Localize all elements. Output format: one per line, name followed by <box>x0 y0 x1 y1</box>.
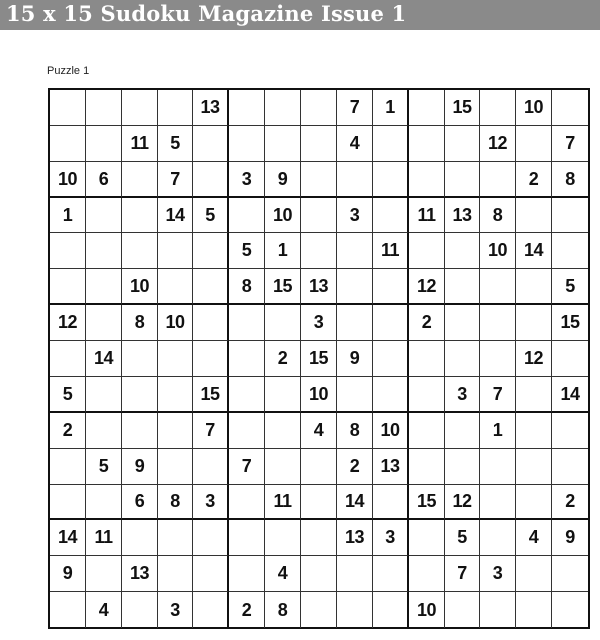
grid-cell[interactable] <box>86 485 122 520</box>
grid-cell[interactable]: 3 <box>337 198 373 233</box>
grid-cell[interactable]: 5 <box>86 449 122 485</box>
grid-cell[interactable]: 1 <box>373 90 409 126</box>
grid-cell[interactable]: 10 <box>373 413 409 449</box>
grid-cell[interactable] <box>373 377 409 413</box>
grid-cell[interactable] <box>229 90 265 126</box>
grid-cell[interactable]: 8 <box>480 198 516 233</box>
grid-cell[interactable]: 8 <box>229 269 265 305</box>
grid-cell[interactable]: 8 <box>265 592 301 628</box>
grid-cell[interactable] <box>265 126 301 162</box>
grid-cell[interactable]: 9 <box>265 162 301 198</box>
grid-cell[interactable]: 11 <box>86 520 122 556</box>
grid-cell[interactable] <box>158 269 193 305</box>
grid-cell[interactable]: 8 <box>158 485 193 520</box>
grid-cell[interactable] <box>516 413 552 449</box>
grid-cell[interactable]: 14 <box>86 341 122 377</box>
grid-cell[interactable] <box>480 520 516 556</box>
grid-cell[interactable] <box>480 269 516 305</box>
grid-cell[interactable] <box>86 305 122 341</box>
grid-cell[interactable] <box>265 449 301 485</box>
grid-cell[interactable]: 11 <box>122 126 158 162</box>
grid-cell[interactable] <box>301 520 337 556</box>
grid-cell[interactable] <box>50 90 86 126</box>
grid-cell[interactable] <box>86 377 122 413</box>
grid-cell[interactable]: 8 <box>122 305 158 341</box>
grid-cell[interactable] <box>193 269 229 305</box>
grid-cell[interactable] <box>480 305 516 341</box>
grid-cell[interactable] <box>158 556 193 592</box>
grid-cell[interactable] <box>229 520 265 556</box>
grid-cell[interactable] <box>86 556 122 592</box>
grid-cell[interactable] <box>552 198 588 233</box>
grid-cell[interactable] <box>409 377 445 413</box>
grid-cell[interactable] <box>86 413 122 449</box>
grid-cell[interactable]: 5 <box>50 377 86 413</box>
grid-cell[interactable]: 5 <box>158 126 193 162</box>
grid-cell[interactable]: 13 <box>337 520 373 556</box>
grid-cell[interactable]: 3 <box>193 485 229 520</box>
grid-cell[interactable]: 12 <box>409 269 445 305</box>
grid-cell[interactable] <box>229 341 265 377</box>
grid-cell[interactable] <box>552 413 588 449</box>
grid-cell[interactable] <box>516 126 552 162</box>
grid-cell[interactable] <box>373 305 409 341</box>
grid-cell[interactable]: 14 <box>158 198 193 233</box>
grid-cell[interactable] <box>337 305 373 341</box>
grid-cell[interactable] <box>409 556 445 592</box>
grid-cell[interactable]: 6 <box>86 162 122 198</box>
grid-cell[interactable] <box>552 449 588 485</box>
grid-cell[interactable]: 3 <box>445 377 480 413</box>
grid-cell[interactable] <box>409 90 445 126</box>
grid-cell[interactable] <box>480 90 516 126</box>
grid-cell[interactable] <box>158 449 193 485</box>
grid-cell[interactable] <box>50 269 86 305</box>
grid-cell[interactable]: 4 <box>86 592 122 628</box>
grid-cell[interactable] <box>480 592 516 628</box>
grid-cell[interactable] <box>301 592 337 628</box>
grid-cell[interactable] <box>229 556 265 592</box>
grid-cell[interactable] <box>445 126 480 162</box>
grid-cell[interactable]: 5 <box>445 520 480 556</box>
grid-cell[interactable]: 14 <box>50 520 86 556</box>
grid-cell[interactable]: 15 <box>445 90 480 126</box>
grid-cell[interactable] <box>301 162 337 198</box>
grid-cell[interactable] <box>373 126 409 162</box>
grid-cell[interactable] <box>229 198 265 233</box>
grid-cell[interactable] <box>193 162 229 198</box>
grid-cell[interactable]: 12 <box>480 126 516 162</box>
grid-cell[interactable]: 7 <box>193 413 229 449</box>
grid-cell[interactable]: 3 <box>229 162 265 198</box>
grid-cell[interactable] <box>50 341 86 377</box>
grid-cell[interactable] <box>409 126 445 162</box>
grid-cell[interactable]: 13 <box>301 269 337 305</box>
grid-cell[interactable]: 10 <box>158 305 193 341</box>
grid-cell[interactable]: 2 <box>409 305 445 341</box>
grid-cell[interactable]: 8 <box>552 162 588 198</box>
grid-cell[interactable]: 7 <box>229 449 265 485</box>
grid-cell[interactable]: 7 <box>552 126 588 162</box>
grid-cell[interactable]: 10 <box>409 592 445 628</box>
grid-cell[interactable] <box>337 592 373 628</box>
grid-cell[interactable] <box>158 413 193 449</box>
grid-cell[interactable] <box>445 233 480 269</box>
grid-cell[interactable]: 3 <box>373 520 409 556</box>
grid-cell[interactable] <box>193 341 229 377</box>
grid-cell[interactable] <box>373 162 409 198</box>
grid-cell[interactable] <box>373 592 409 628</box>
grid-cell[interactable] <box>193 233 229 269</box>
grid-cell[interactable] <box>445 449 480 485</box>
grid-cell[interactable] <box>158 377 193 413</box>
grid-cell[interactable] <box>445 162 480 198</box>
grid-cell[interactable] <box>122 413 158 449</box>
page-title: 15 x 15 Sudoku Magazine Issue 1 <box>6 1 407 26</box>
grid-cell[interactable] <box>265 377 301 413</box>
grid-cell[interactable] <box>229 305 265 341</box>
grid-cell[interactable] <box>122 341 158 377</box>
grid-cell[interactable] <box>516 485 552 520</box>
grid-cell[interactable]: 15 <box>265 269 301 305</box>
grid-cell[interactable] <box>229 413 265 449</box>
grid-cell[interactable] <box>480 162 516 198</box>
grid-cell[interactable]: 15 <box>193 377 229 413</box>
grid-cell[interactable]: 4 <box>301 413 337 449</box>
grid-cell[interactable]: 2 <box>50 413 86 449</box>
grid-cell[interactable] <box>552 341 588 377</box>
grid-cell[interactable]: 8 <box>337 413 373 449</box>
grid-cell[interactable] <box>337 162 373 198</box>
grid-cell[interactable] <box>516 377 552 413</box>
grid-cell[interactable] <box>480 341 516 377</box>
grid-cell[interactable] <box>193 520 229 556</box>
grid-cell[interactable]: 15 <box>409 485 445 520</box>
grid-cell[interactable]: 10 <box>516 90 552 126</box>
grid-cell[interactable] <box>158 341 193 377</box>
grid-cell[interactable] <box>409 449 445 485</box>
grid-cell[interactable] <box>516 305 552 341</box>
grid-cell[interactable] <box>301 556 337 592</box>
grid-cell[interactable] <box>301 126 337 162</box>
grid-cell[interactable] <box>409 162 445 198</box>
grid-cell[interactable]: 6 <box>122 485 158 520</box>
grid-cell[interactable] <box>516 556 552 592</box>
grid-cell[interactable] <box>409 341 445 377</box>
grid-cell[interactable] <box>409 520 445 556</box>
grid-cell[interactable] <box>86 198 122 233</box>
grid-cell[interactable] <box>158 233 193 269</box>
grid-cell[interactable] <box>373 485 409 520</box>
grid-cell[interactable]: 7 <box>445 556 480 592</box>
grid-cell[interactable]: 2 <box>265 341 301 377</box>
grid-cell[interactable] <box>337 233 373 269</box>
grid-cell[interactable]: 3 <box>301 305 337 341</box>
grid-cell[interactable]: 1 <box>50 198 86 233</box>
puzzle-label: Puzzle 1 <box>47 65 90 77</box>
grid-cell[interactable]: 1 <box>265 233 301 269</box>
grid-cell[interactable] <box>158 90 193 126</box>
grid-cell[interactable]: 10 <box>122 269 158 305</box>
grid-cell[interactable]: 13 <box>445 198 480 233</box>
grid-cell[interactable]: 7 <box>480 377 516 413</box>
grid-cell[interactable] <box>122 592 158 628</box>
grid-cell[interactable] <box>301 198 337 233</box>
grid-cell[interactable]: 1 <box>480 413 516 449</box>
grid-cell[interactable] <box>516 592 552 628</box>
grid-cell[interactable] <box>193 592 229 628</box>
grid-cell[interactable] <box>193 305 229 341</box>
sudoku-grid <box>48 88 590 629</box>
grid-cell[interactable] <box>229 126 265 162</box>
grid-cell[interactable] <box>265 90 301 126</box>
grid-cell[interactable]: 11 <box>265 485 301 520</box>
grid-cell[interactable]: 4 <box>337 126 373 162</box>
grid-cell[interactable]: 7 <box>337 90 373 126</box>
grid-cell[interactable]: 4 <box>265 556 301 592</box>
grid-cell[interactable]: 2 <box>552 485 588 520</box>
grid-cell[interactable] <box>122 90 158 126</box>
grid-cell[interactable] <box>301 485 337 520</box>
grid-cell[interactable] <box>480 485 516 520</box>
grid-cell[interactable] <box>373 198 409 233</box>
grid-cell[interactable]: 14 <box>516 233 552 269</box>
grid-cell[interactable]: 7 <box>158 162 193 198</box>
grid-cell[interactable] <box>552 592 588 628</box>
grid-cell[interactable] <box>86 233 122 269</box>
grid-cell[interactable] <box>445 269 480 305</box>
grid-cell[interactable] <box>516 269 552 305</box>
grid-cell[interactable] <box>337 377 373 413</box>
grid-cell[interactable]: 11 <box>373 233 409 269</box>
grid-cell[interactable]: 12 <box>445 485 480 520</box>
grid-cell[interactable] <box>373 556 409 592</box>
grid-cell[interactable] <box>122 233 158 269</box>
grid-cell[interactable] <box>516 449 552 485</box>
grid-cell[interactable] <box>265 305 301 341</box>
grid-cell[interactable] <box>86 90 122 126</box>
grid-cell[interactable] <box>409 233 445 269</box>
grid-cell[interactable] <box>122 520 158 556</box>
grid-cell[interactable] <box>122 377 158 413</box>
grid-cell[interactable] <box>50 449 86 485</box>
grid-cell[interactable] <box>301 90 337 126</box>
grid-cell[interactable] <box>50 126 86 162</box>
grid-cell[interactable]: 2 <box>337 449 373 485</box>
grid-cell[interactable]: 13 <box>373 449 409 485</box>
grid-cell[interactable] <box>409 413 445 449</box>
grid-cell[interactable] <box>552 90 588 126</box>
grid-cell[interactable] <box>445 592 480 628</box>
grid-cell[interactable] <box>445 413 480 449</box>
grid-cell[interactable] <box>122 198 158 233</box>
grid-cell[interactable]: 9 <box>552 520 588 556</box>
grid-cell[interactable]: 9 <box>122 449 158 485</box>
grid-cell[interactable]: 2 <box>229 592 265 628</box>
grid-cell[interactable] <box>445 341 480 377</box>
grid-cell[interactable]: 11 <box>409 198 445 233</box>
grid-cell[interactable] <box>373 341 409 377</box>
grid-cell[interactable]: 2 <box>516 162 552 198</box>
grid-cell[interactable]: 15 <box>301 341 337 377</box>
grid-cell[interactable] <box>158 520 193 556</box>
grid-cell[interactable]: 3 <box>480 556 516 592</box>
grid-cell[interactable] <box>480 449 516 485</box>
grid-cell[interactable]: 14 <box>337 485 373 520</box>
grid-cell[interactable]: 13 <box>122 556 158 592</box>
grid-cell[interactable]: 13 <box>193 90 229 126</box>
grid-cell[interactable] <box>337 556 373 592</box>
grid-cell[interactable]: 5 <box>229 233 265 269</box>
grid-cell[interactable]: 9 <box>337 341 373 377</box>
grid-cell[interactable]: 12 <box>50 305 86 341</box>
grid-cell[interactable] <box>86 269 122 305</box>
grid-cell[interactable] <box>265 413 301 449</box>
grid-cell[interactable] <box>122 162 158 198</box>
grid-cell[interactable] <box>50 592 86 628</box>
grid-cell[interactable]: 5 <box>193 198 229 233</box>
grid-cell[interactable] <box>337 269 373 305</box>
grid-cell[interactable] <box>301 233 337 269</box>
grid-cell[interactable] <box>50 485 86 520</box>
grid-cell[interactable]: 10 <box>265 198 301 233</box>
grid-cell[interactable] <box>193 556 229 592</box>
grid-cell[interactable]: 14 <box>552 377 588 413</box>
grid-cell[interactable] <box>373 269 409 305</box>
grid-cell[interactable] <box>552 233 588 269</box>
grid-cell[interactable]: 12 <box>516 341 552 377</box>
grid-cell[interactable]: 9 <box>50 556 86 592</box>
grid-cell[interactable] <box>86 126 122 162</box>
grid-cell[interactable] <box>552 556 588 592</box>
grid-cell[interactable]: 3 <box>158 592 193 628</box>
grid-cell[interactable] <box>229 485 265 520</box>
grid-cell[interactable] <box>193 449 229 485</box>
grid-cell[interactable] <box>193 126 229 162</box>
grid-cell[interactable] <box>516 198 552 233</box>
grid-cell[interactable]: 4 <box>516 520 552 556</box>
title-bar <box>0 0 600 30</box>
grid-cell[interactable]: 10 <box>50 162 86 198</box>
grid-cell[interactable]: 10 <box>480 233 516 269</box>
grid-cell[interactable] <box>445 305 480 341</box>
grid-cell[interactable]: 5 <box>552 269 588 305</box>
grid-cell[interactable] <box>265 520 301 556</box>
grid-cell[interactable] <box>229 377 265 413</box>
grid-cell[interactable]: 10 <box>301 377 337 413</box>
grid-cell[interactable]: 15 <box>552 305 588 341</box>
grid-cell[interactable] <box>301 449 337 485</box>
grid-cell[interactable] <box>50 233 86 269</box>
